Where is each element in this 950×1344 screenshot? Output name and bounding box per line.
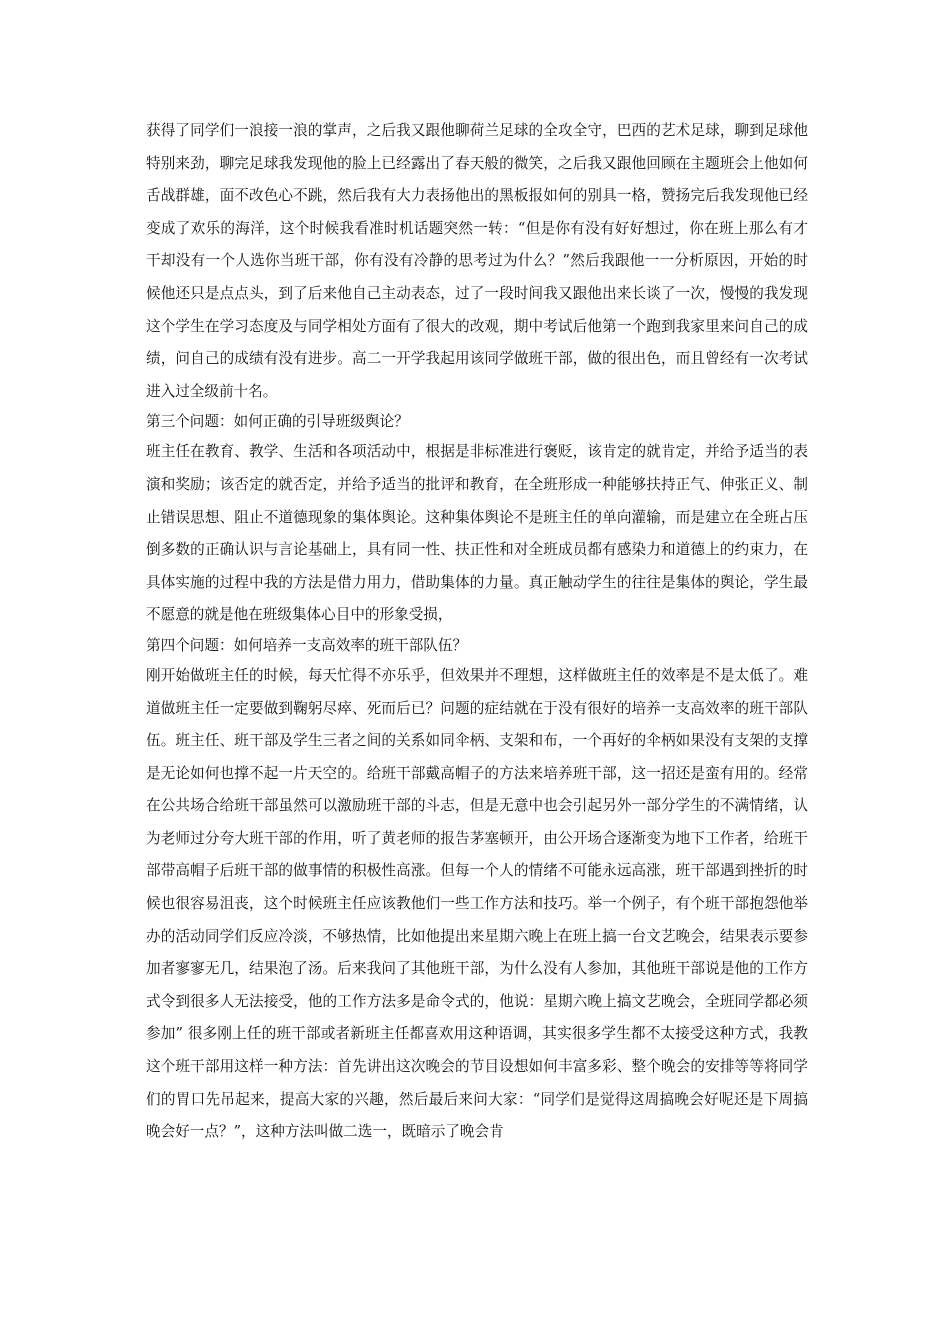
document-page [146,115,808,1149]
paragraph-class-opinion: 班主任在教育、教学、生活和各项活动中，根据是非标准进行褒贬，该肯定的就肯定，并给予适当的表演和奖励；该否定的就否定，并给予适当的批评和教育，在全班形成一种能够扶持正气、伸张正义、制止错误思想、阻止不道德现象的集体舆论。这种集体舆论不是班主任的单向灌输，而是建立在全班占压倒多数的正确认识与言论基础上，具有同一性、扶正性和对全班成员都有感染力和道德上的约束力，在具体实施的过程中我的方法是借力用力，借助集体的力量。真正触动学生的往往是集体的舆论，学生最不愿意的就是他在班级集体心目中的形象受损， [146,443,808,624]
paragraph-story-conclusion: 获得了同学们一浪接一浪的掌声，之后我又跟他聊荷兰足球的全攻全守，巴西的艺术足球，聊到足球他特别来劲，聊完足球我发现他的脸上已经露出了春天般的微笑，之后我又跟他回顾在主题班会上他如何舌战群雄，面不改色心不跳，然后我有大力表扬他出的黑板报如何的别具一格，赞扬完后我发现他已经变成了欢乐的海洋，这个时候我看准时机话题突然一转：“但是你有没有好好想过，你在班上那么有才干却没有一个人选你当班干部，你有没有冷静的思考过为什么？”然后我跟他一一分析原因，开始的时候他还只是点点头，到了后来他自己主动表态，过了一段时间我又跟他出来长谈了一次，慢慢的我发现这个学生在学习态度及与同学相处方面有了很大的改观，期中考试后他第一个跑到我家里来问自己的成绩，问自己的成绩有没有进步。高二一开学我起用该同学做班干部，做的很出色，而且曾经有一次考试进入过全级前十名。 [146,122,808,400]
heading-question-three: 第三个问题：如何正确的引导班级舆论？ [146,413,409,431]
paragraph-class-cadres: 刚开始做班主任的时候，每天忙得不亦乐乎，但效果并不理想，这样做班主任的效率是不是太低了。难道做班主任一定要做到鞠躬尽瘁、死而后已？问题的症结就在于没有很好的培养一支高效率的班干部队伍。班主任、班干部及学生三者之间的关系如同伞柄、支架和布，一个再好的伞柄如果没有支架的支撑是无论如何也撑不起一片天空的。给班干部戴高帽子的方法来培养班干部，这一招还是蛮有用的。经常在公共场合给班干部虽然可以激励班干部的斗志，但是无意中也会引起另外一部分学生的不满情绪，认为老师过分夸大班干部的作用，听了黄老师的报告茅塞顿开，由公开场合逐渐变为地下工作者，给班干部带高帽子后班干部的做事情的积极性高涨。但每一个人的情绪不可能永远高涨，班干部遇到挫折的时候也很容易沮丧，这个时候班主任应该教他们一些工作方法和技巧。举一个例子，有个班干部抱怨他举办的活动同学们反应冷淡，不够热情，比如他提出来星期六晚上在班上搞一台文艺晚会，结果表示要参加者寥寥无几，结果泡了汤。后来我问了其他班干部，为什么没有人参加，其他班干部说是他的工作方式令到很多人无法接受，他的工作方法多是命令式的，他说：星期六晚上搞文艺晚会，全班同学都必须参加” 很多刚上任的班干部或者新班主任都喜欢用这种语调，其实很多学生都不太接受这种方式，我教这个班干部用这样一种方法：首先讲出这次晚会的节目设想如何丰富多彩、整个晚会的安排等等将同学们的胃口先吊起来，提高大家的兴趣，然后最后来问大家：“同学们是觉得这周搞晚会好呢还是下周搞晚会好一点？”，这种方法叫做二选一，既暗示了晚会肯 [146,666,808,1141]
heading-question-four: 第四个问题：如何培养一支高效率的班干部队伍？ [146,636,468,654]
